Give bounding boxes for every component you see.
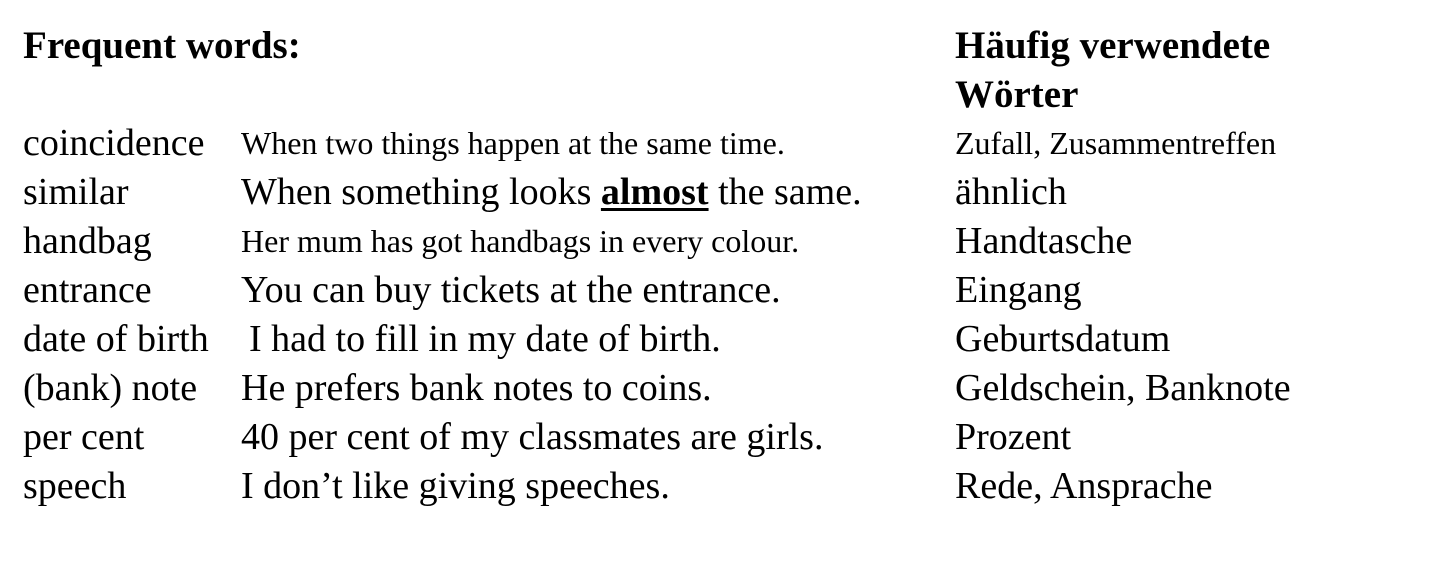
vocabulary-example: You can buy tickets at the entrance. (241, 269, 781, 311)
vocabulary-word: similar (23, 171, 129, 213)
heading-german-line-1: Häufig verwendete (955, 24, 1271, 67)
vocabulary-word: coincidence (23, 122, 205, 164)
vocabulary-row-coincidence (0, 119, 1446, 168)
vocabulary-row-bank-note (0, 364, 1446, 413)
vocabulary-row-entrance (0, 266, 1446, 315)
vocabulary-row-handbag (0, 217, 1446, 266)
vocabulary-word: speech (23, 465, 127, 507)
vocabulary-translation: ähnlich (955, 171, 1067, 213)
vocabulary-translation: Rede, Ansprache (955, 465, 1213, 507)
vocabulary-example: I don’t like giving speeches. (241, 465, 670, 507)
example-text-after: the same. (708, 171, 862, 213)
vocabulary-row-similar (0, 168, 1446, 217)
vocabulary-example: When two things happen at the same time. (241, 125, 785, 161)
vocabulary-word: (bank) note (23, 367, 198, 409)
vocabulary-translation: Zufall, Zusammentreffen (955, 125, 1277, 161)
vocabulary-translation: Prozent (955, 416, 1072, 458)
heading-german-line-2: Wörter (955, 73, 1079, 116)
vocabulary-row-date-of-birth (0, 315, 1446, 364)
vocabulary-translation: Eingang (955, 269, 1082, 311)
vocabulary-translation: Geburtsdatum (955, 318, 1171, 360)
heading-frequent-words: Frequent words: (23, 24, 301, 67)
vocabulary-word: date of birth (23, 318, 209, 360)
example-text-before: When something looks (241, 171, 601, 213)
vocabulary-word: handbag (23, 220, 152, 262)
vocabulary-row-speech (0, 462, 1446, 511)
vocabulary-example (241, 168, 862, 217)
vocabulary-translation: Handtasche (955, 220, 1133, 262)
vocabulary-example: He prefers bank notes to coins. (241, 367, 712, 409)
vocabulary-row-per-cent (0, 413, 1446, 462)
example-emphasis: almost (600, 171, 709, 213)
vocabulary-translation: Geldschein, Banknote (955, 367, 1291, 409)
vocabulary-word: entrance (23, 269, 152, 311)
vocabulary-example: 40 per cent of my classmates are girls. (241, 416, 824, 458)
vocabulary-example: I had to fill in my date of birth. (249, 318, 721, 360)
vocabulary-example: Her mum has got handbags in every colour. (241, 223, 800, 259)
heading-german-translations (955, 21, 1270, 119)
vocabulary-word: per cent (23, 416, 145, 458)
